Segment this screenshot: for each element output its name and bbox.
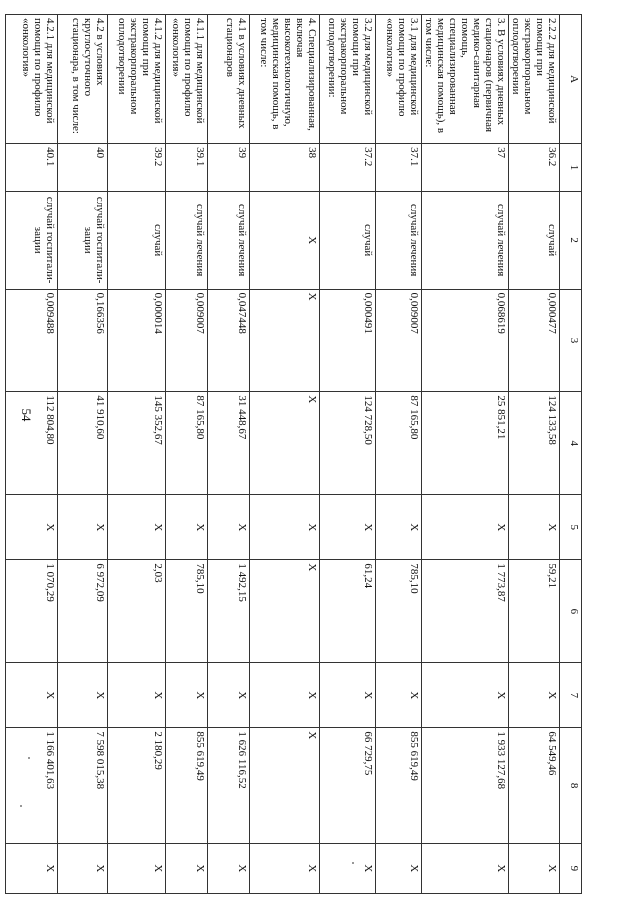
header-cell: 9 — [560, 843, 582, 893]
table-cell: Х — [509, 495, 560, 560]
table-cell: 785,10 — [166, 560, 208, 663]
table-cell: 7 598 015,38 — [58, 728, 108, 843]
table-cell: Х — [250, 728, 320, 843]
table-cell: 31 448,67 — [208, 392, 250, 495]
table-cell: 124 728,50 — [320, 392, 376, 495]
table-cell: Х — [509, 843, 560, 893]
table-row — [376, 15, 422, 894]
table-cell: Х — [422, 495, 509, 560]
table-row — [166, 15, 208, 894]
table-cell: 1 492,15 — [208, 560, 250, 663]
header-cell: 8 — [560, 728, 582, 843]
header-cell: А — [560, 15, 582, 144]
table-cell: 1 773,87 — [422, 560, 509, 663]
table-cell: 145 352,67 — [108, 392, 166, 495]
table-cell: 0,000014 — [108, 289, 166, 392]
table-cell: Х — [166, 663, 208, 728]
table-cell: случай госпитали-зации — [58, 191, 108, 289]
table-cell: 39.2 — [108, 144, 166, 192]
table-cell: 25 851,21 — [422, 392, 509, 495]
table-cell: Х — [422, 843, 509, 893]
table-cell: 39 — [208, 144, 250, 192]
table-cell: 6 972,09 — [58, 560, 108, 663]
scan-speck — [20, 805, 22, 807]
table-cell: Х — [166, 495, 208, 560]
table-cell: 0,009488 — [6, 289, 58, 392]
table-cell: Х — [320, 843, 376, 893]
table-cell: 87 165,80 — [166, 392, 208, 495]
table-cell: 0,009007 — [166, 289, 208, 392]
scan-speck — [352, 862, 354, 864]
table-cell: случай — [320, 191, 376, 289]
table-cell: 124 133,58 — [509, 392, 560, 495]
table-cell: Х — [58, 843, 108, 893]
table-cell: Х — [250, 495, 320, 560]
table-cell: Х — [208, 495, 250, 560]
table-header-row — [560, 15, 582, 894]
row-label-cell: 4. Специализированная, включая высокотехнологичную, медицинская помощь, в том числе: — [250, 15, 320, 144]
row-label-cell: 4.1 в условиях дневных стационаров — [208, 15, 250, 144]
table-cell: 1 166 401,63 — [6, 728, 58, 843]
table-cell: 40 — [58, 144, 108, 192]
table-cell: Х — [250, 392, 320, 495]
row-label-cell: 4.2.1 для медицинской помощи по профилю «онкология» — [6, 15, 58, 144]
table-cell: Х — [208, 843, 250, 893]
table-cell: Х — [58, 495, 108, 560]
table-cell: 66 729,75 — [320, 728, 376, 843]
table-cell: Х — [6, 663, 58, 728]
row-label-cell: 4.1.1 для медицинской помощи по профилю «онкология» — [166, 15, 208, 144]
table-row — [108, 15, 166, 894]
table-cell: Х — [376, 843, 422, 893]
table-cell: Х — [250, 289, 320, 392]
table-cell: 0,068619 — [422, 289, 509, 392]
table-cell: 2,03 — [108, 560, 166, 663]
row-label-cell: 2.2.2 для медицинской помощи при экстракорпоральном оплодотворении — [509, 15, 560, 144]
header-cell: 4 — [560, 392, 582, 495]
table-cell: 855 619,49 — [166, 728, 208, 843]
row-label-cell: 4.2 в условиях круглосуточного стационара, в том числе: — [58, 15, 108, 144]
table-cell: случай лечения — [166, 191, 208, 289]
table-cell: случай госпитали-зации — [6, 191, 58, 289]
table-cell: Х — [166, 843, 208, 893]
table-cell: 36.2 — [509, 144, 560, 192]
table-cell: случай — [509, 191, 560, 289]
table-cell: Х — [6, 495, 58, 560]
table-cell: Х — [58, 663, 108, 728]
table-cell: 0,000477 — [509, 289, 560, 392]
table-cell: 1 933 127,68 — [422, 728, 509, 843]
table-row — [208, 15, 250, 894]
data-table — [5, 14, 582, 894]
table-cell: 41 910,60 — [58, 392, 108, 495]
table-cell: 40.1 — [6, 144, 58, 192]
table-cell: случай — [108, 191, 166, 289]
table-cell: Х — [108, 663, 166, 728]
row-label-cell: 3.2 для медицинской помощи при экстракорпоральном оплодотворении: — [320, 15, 376, 144]
scan-speck — [28, 757, 30, 759]
row-label-cell: 4.1.2 для медицинской помощи при экстракорпоральном оплодотворении — [108, 15, 166, 144]
table-cell: Х — [208, 663, 250, 728]
table-cell: 87 165,80 — [376, 392, 422, 495]
header-cell: 1 — [560, 144, 582, 192]
row-label-cell: 3. В условиях дневных стационаров (первичная медико-санитарная помощь, специализированная медицинская помощь), в том числе: — [422, 15, 509, 144]
table-cell: 37.1 — [376, 144, 422, 192]
table-cell: Х — [376, 495, 422, 560]
page-number: 54 — [19, 408, 34, 422]
table-cell: 64 549,46 — [509, 728, 560, 843]
row-label-cell: 3.1 для медицинской помощи по профилю «онкология» — [376, 15, 422, 144]
header-cell: 7 — [560, 663, 582, 728]
table-row — [320, 15, 376, 894]
table-cell: 0,047448 — [208, 289, 250, 392]
table-cell: 0,166356 — [58, 289, 108, 392]
table-row — [509, 15, 560, 894]
table-cell: Х — [108, 495, 166, 560]
table-row — [6, 15, 58, 894]
header-cell: 3 — [560, 289, 582, 392]
table-cell: Х — [250, 560, 320, 663]
table-cell: Х — [422, 663, 509, 728]
table-cell: Х — [509, 663, 560, 728]
table-cell: случай лечения — [376, 191, 422, 289]
table-row — [422, 15, 509, 894]
header-cell: 6 — [560, 560, 582, 663]
table-cell: случай лечения — [208, 191, 250, 289]
table-cell: Х — [250, 843, 320, 893]
header-cell: 5 — [560, 495, 582, 560]
table-cell: Х — [250, 191, 320, 289]
table-cell: Х — [250, 663, 320, 728]
table-cell: Х — [320, 663, 376, 728]
table-cell: Х — [108, 843, 166, 893]
table-cell: 1 070,29 — [6, 560, 58, 663]
table-cell: 37 — [422, 144, 509, 192]
table-row — [58, 15, 108, 894]
table-cell: 855 619,49 — [376, 728, 422, 843]
table-cell: 37.2 — [320, 144, 376, 192]
table-cell: 59,21 — [509, 560, 560, 663]
header-cell: 2 — [560, 191, 582, 289]
table-cell: Х — [320, 495, 376, 560]
table-cell: 0,000491 — [320, 289, 376, 392]
table-cell: Х — [376, 663, 422, 728]
table-cell: случай лечения — [422, 191, 509, 289]
table-cell: Х — [6, 843, 58, 893]
table-cell: 112 804,80 — [6, 392, 58, 495]
table-cell: 2 180,29 — [108, 728, 166, 843]
table-cell: 785,10 — [376, 560, 422, 663]
table-cell: 39.1 — [166, 144, 208, 192]
table-cell: 0,009007 — [376, 289, 422, 392]
table-row — [250, 15, 320, 894]
table-cell: 38 — [250, 144, 320, 192]
table-cell: 1 626 116,52 — [208, 728, 250, 843]
table-cell: 61,24 — [320, 560, 376, 663]
